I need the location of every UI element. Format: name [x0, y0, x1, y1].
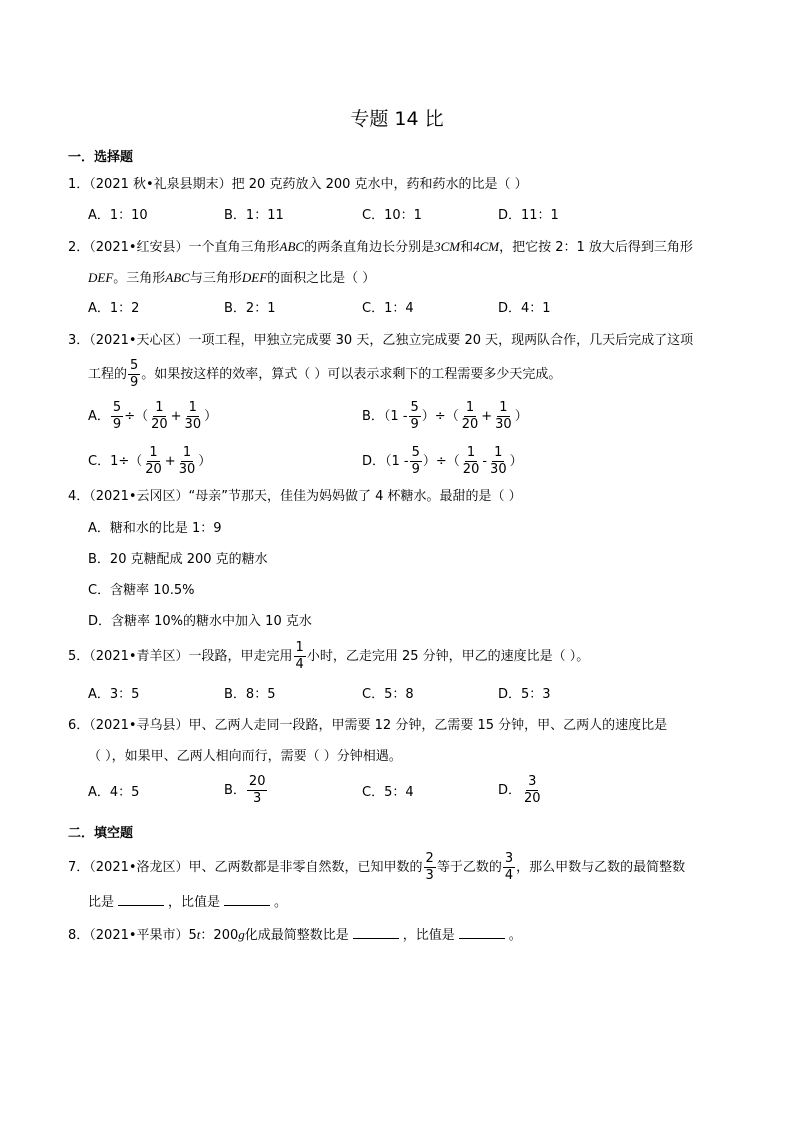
q3-option-a [88, 400, 217, 433]
numerator: 20 [248, 774, 266, 789]
op: ÷（ [124, 409, 149, 424]
numerator: 3 [528, 774, 537, 789]
fraction [177, 445, 198, 478]
q2-option-a: A．1：2 [88, 301, 140, 316]
q8-text: 化成最简整数比是 [244, 928, 349, 943]
q5-option-c: C．5：8 [362, 687, 414, 702]
label: B． [224, 783, 246, 798]
op: ） [514, 409, 528, 424]
question-6-stem-line1: 6．（2021•寻乌县）甲、乙两人走同一段路，甲需要 12 分钟，乙需要 15 分钟，甲、乙两人的速度比是 [68, 718, 668, 733]
fraction [143, 445, 164, 478]
q5-option-b: B．8：5 [224, 687, 276, 702]
q2-option-c: C．1：4 [362, 301, 414, 316]
answer-blank[interactable] [353, 926, 399, 939]
denominator: 3 [425, 868, 434, 883]
q2-text: 与三角形 [189, 271, 242, 286]
q5-text: 5．（2021•青羊区）一段路，甲走完用 [68, 649, 293, 664]
question-6-stem-line2: （ ），如果甲、乙两人相向而行，需要（ ）分钟相遇。 [88, 749, 402, 764]
q5-option-d: D．5：3 [498, 687, 551, 702]
question-8-stem [68, 926, 522, 945]
numerator: 5 [411, 445, 420, 460]
fraction [461, 445, 482, 478]
q2-text: 的两条直角边长分别是 [304, 240, 435, 255]
op: ） [198, 454, 212, 469]
answer-blank[interactable] [118, 893, 164, 906]
question-5-stem [68, 640, 589, 673]
fraction-3-20 [522, 774, 543, 807]
fraction-20-3 [247, 774, 268, 807]
denominator: 4 [504, 868, 514, 883]
section-heading-choice: 一．选择题 [68, 150, 134, 165]
section-heading-fill: 二．填空题 [68, 826, 134, 841]
question-2-stem-line1 [68, 238, 693, 257]
numerator: 1 [149, 445, 158, 460]
question-3-stem-line1: 3．（2021•天心区）一项工程，甲独立完成要 30 天，乙独立完成要 20 天，现两队合作，几天后完成了这项 [68, 333, 694, 348]
denominator: 30 [490, 462, 507, 477]
op: + [481, 409, 493, 424]
numerator: 1 [295, 640, 304, 655]
q1-option-c: C．10：1 [362, 208, 422, 223]
denominator: 30 [178, 462, 196, 477]
q7-text: ，比值是 [168, 895, 221, 910]
denominator: 30 [184, 417, 202, 432]
q2-text: 和 [460, 240, 474, 255]
q2-option-b: B．2：1 [224, 301, 276, 316]
q7-text: ，那么甲数与乙数的最简整数 [516, 860, 686, 875]
q3-option-c [88, 445, 211, 478]
question-3-stem-line2 [88, 358, 561, 391]
fraction [183, 400, 204, 433]
q8-unit-g: g [238, 927, 245, 942]
op: ）÷（ [421, 409, 459, 424]
q8-text: ：200 [200, 928, 239, 943]
q2-text: ，把它按 2：1 放大后得到三角形 [499, 240, 693, 255]
op: ）÷（ [422, 454, 460, 469]
q8-unit-t: t [196, 927, 201, 942]
q3-option-b [362, 400, 528, 433]
q4-option-c: C．含糖率 10.5% [88, 583, 195, 598]
fraction [488, 445, 509, 478]
numerator: 1 [188, 400, 197, 415]
numerator: 5 [112, 400, 122, 415]
fraction [460, 400, 481, 433]
denominator: 9 [411, 462, 420, 477]
label: D．（1 - [362, 454, 409, 469]
q6-option-c: C．5：4 [362, 785, 414, 800]
numerator: 1 [155, 400, 164, 415]
q2-abc: ABC [279, 239, 305, 254]
denominator: 20 [145, 462, 162, 477]
q3-text: 工程的 [88, 367, 128, 382]
q7-text: 。 [274, 895, 288, 910]
q2-abc: ABC [165, 270, 190, 285]
numerator: 1 [182, 445, 192, 460]
op: ） [204, 409, 218, 424]
q7-text: 7．（2021•洛龙区）甲、乙两数都是非零自然数，已知甲数的 [68, 860, 423, 875]
op: + [164, 454, 176, 469]
q7-text: 等于乙数的 [436, 860, 502, 875]
denominator: 9 [130, 375, 139, 390]
answer-blank[interactable] [224, 893, 270, 906]
q8-text: 。 [508, 928, 522, 943]
q1-option-b: B．1：11 [224, 208, 284, 223]
fraction-2-3 [424, 851, 436, 884]
q7-text: 比是 [88, 895, 115, 910]
question-2-stem-line2 [88, 269, 375, 288]
q4-option-a: A．糖和水的比是 1：9 [88, 521, 222, 536]
q5-text: 小时，乙走完用 25 分钟，甲乙的速度比是（ ）。 [306, 649, 590, 664]
op: + [170, 409, 182, 424]
numerator: 1 [494, 445, 503, 460]
q5-option-a: A．3：5 [88, 687, 140, 702]
numerator: 1 [499, 400, 508, 415]
fraction-3-4 [503, 851, 515, 884]
q6-option-d [498, 774, 544, 807]
denominator: 9 [410, 417, 419, 432]
label: D． [498, 783, 522, 798]
fraction-1-4 [294, 640, 306, 673]
op: ） [509, 454, 523, 469]
numerator: 1 [465, 400, 475, 415]
q2-cm2: 4CM [473, 239, 500, 254]
denominator: 20 [524, 791, 541, 806]
q2-text: 。三角形 [113, 271, 166, 286]
question-7-stem-line1 [68, 851, 685, 884]
q3-option-d [362, 445, 523, 478]
q2-def: DEF [241, 270, 268, 285]
page-title: 专题 14 比 [350, 108, 444, 130]
denominator: 20 [151, 417, 168, 432]
q2-cm1: 3CM [434, 239, 461, 254]
q2-text: 2．（2021•红安县）一个直角三角形 [68, 240, 280, 255]
q3-text: 。如果按这样的效率，算式（ ）可以表示求剩下的工程需要多少天完成。 [141, 367, 562, 382]
label: C．1÷（ [88, 454, 143, 469]
denominator: 4 [295, 657, 304, 672]
q1-option-a: A．1：10 [88, 208, 148, 223]
numerator: 1 [466, 445, 476, 460]
question-1-stem: 1．（2021 秋•礼泉县期末）把 20 克药放入 200 克水中，药和药水的比是（ ） [68, 177, 528, 192]
q8-text: 8．（2021•平果市）5 [68, 928, 197, 943]
fraction [111, 400, 123, 433]
label: B．（1 - [362, 409, 408, 424]
q2-option-d: D．4：1 [498, 301, 551, 316]
q6-option-a: A．4：5 [88, 785, 140, 800]
fraction [409, 400, 421, 433]
fraction [493, 400, 514, 433]
question-4-stem: 4．（2021•云冈区）“母亲”节那天，佳佳为妈妈做了 4 杯糖水。最甜的是（ ） [68, 489, 522, 504]
denominator: 9 [112, 417, 122, 432]
answer-blank[interactable] [459, 926, 505, 939]
numerator: 2 [425, 851, 434, 866]
fraction-5-9 [128, 358, 140, 391]
q4-option-d: D．含糖率 10%的糖水中加入 10 克水 [88, 614, 312, 629]
denominator: 20 [461, 417, 479, 432]
q6-option-b [224, 774, 268, 807]
numerator: 3 [504, 851, 514, 866]
denominator: 20 [462, 462, 480, 477]
numerator: 5 [130, 358, 139, 373]
fraction [149, 400, 170, 433]
fraction [410, 445, 422, 478]
q2-def: DEF [88, 270, 114, 285]
q1-option-d: D．11：1 [498, 208, 559, 223]
q4-option-b: B．20 克糖配成 200 克的糖水 [88, 552, 268, 567]
denominator: 3 [253, 791, 262, 806]
q8-text: ，比值是 [402, 928, 455, 943]
question-7-stem-line2 [88, 893, 287, 912]
op: - [482, 454, 488, 469]
label: A． [88, 409, 110, 424]
denominator: 30 [495, 417, 512, 432]
numerator: 5 [410, 400, 419, 415]
q2-text: 的面积之比是（ ） [267, 271, 376, 286]
